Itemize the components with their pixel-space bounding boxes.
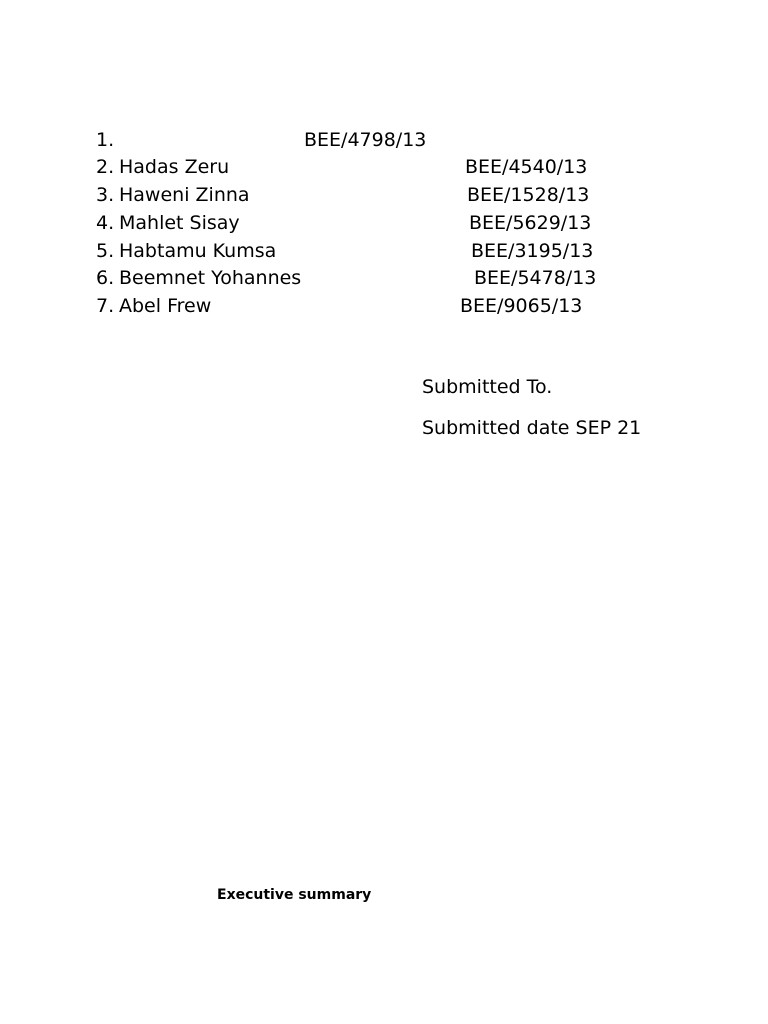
member-id: BEE/5478/13 [474,267,597,289]
member-row-5 [0,238,768,264]
member-id: BEE/9065/13 [460,295,583,317]
member-number: 7. [96,295,115,317]
member-row-2 [0,154,768,180]
member-row-4 [0,210,768,236]
member-number: 6. [96,267,115,289]
member-id: BEE/4540/13 [465,156,588,178]
member-name: Beemnet Yohannes [119,267,302,289]
member-row-3 [0,182,768,208]
submitted-to: Submitted To. [422,376,553,398]
member-id: BEE/4798/13 [304,129,427,151]
member-name: Abel Frew [119,295,212,317]
member-name: Mahlet Sisay [119,212,240,234]
member-row-1 [0,127,768,153]
member-id: BEE/5629/13 [469,212,592,234]
member-name: Haweni Zinna [119,184,250,206]
member-number: 1. [96,129,115,151]
member-row-6 [0,265,768,291]
member-name: Habtamu Kumsa [119,240,277,262]
member-number: 5. [96,240,115,262]
member-id: BEE/3195/13 [471,240,594,262]
member-number: 2. [96,156,115,178]
member-name: Hadas Zeru [119,156,230,178]
submitted-date: Submitted date SEP 21 [422,417,642,439]
member-number: 4. [96,212,115,234]
member-id: BEE/1528/13 [467,184,590,206]
member-row-7 [0,293,768,319]
section-heading: Executive summary [217,887,372,903]
member-number: 3. [96,184,115,206]
